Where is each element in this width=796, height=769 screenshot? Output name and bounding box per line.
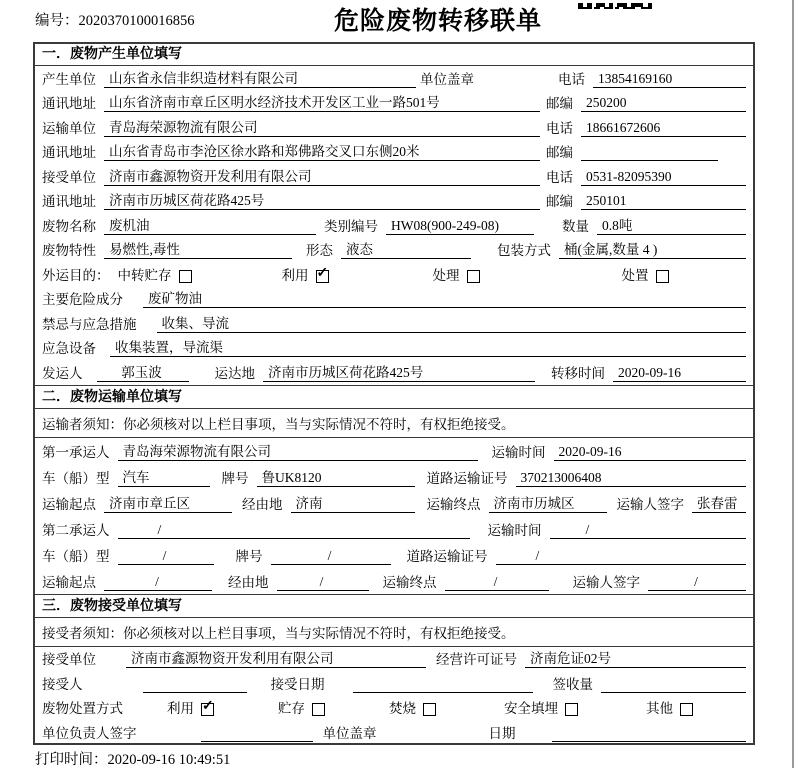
vehicle-type1-value: 汽车 [118, 469, 210, 487]
acceptor-label: 接受人 [42, 676, 83, 692]
transport-time1-label: 运输时间 [491, 444, 546, 460]
print-time [35, 748, 230, 769]
page-title: 危险废物转移联单 [333, 8, 542, 35]
end1-value: 济南市历城区 [489, 495, 607, 513]
waste-form-value: 液态 [341, 241, 471, 259]
carrier-sign2-label: 运输人签字 [572, 574, 640, 590]
road-license1-value: 370213006408 [516, 469, 747, 487]
road-license2-label: 道路运输证号 [406, 548, 488, 564]
acceptor-notice-row [35, 618, 753, 647]
emergency-equipment-row [35, 336, 753, 361]
vehicle2-row [35, 542, 753, 568]
plate-number2-label: 牌号 [235, 548, 263, 564]
transporter-zip-value [581, 144, 718, 161]
transporter-label: 运输单位 [42, 120, 96, 136]
plate-number1-value: 鲁UK8120 [257, 469, 415, 487]
emergency-measures-row [35, 311, 753, 336]
transporter-phone-value: 18661672606 [581, 119, 746, 137]
receiver-phone-label: 电话 [546, 169, 573, 185]
producer-address-value: 山东省济南市章丘区明水经济技术开发区工业一路501号 [104, 94, 540, 112]
end2-value: / [445, 573, 549, 591]
waste-character-row [35, 238, 753, 263]
receiver-zip-value: 250101 [581, 192, 746, 210]
carrier-sign1-value: 张春雷 [692, 495, 746, 513]
producer-label: 产生单位 [42, 71, 96, 87]
route1-row [35, 490, 753, 516]
hazard-component-row [35, 287, 753, 312]
disposal-incinerate-checkbox [423, 703, 436, 716]
carrier-notice-text: 运输者须知：你必须核对以上栏目事项，当与实际情况不符时，有权拒绝接受。 [42, 416, 515, 432]
purpose-option-utilize: 利用 [281, 267, 309, 283]
second-carrier-value: / [118, 521, 470, 539]
purpose-dispose-checkbox [656, 270, 669, 283]
origin2-value: / [104, 573, 212, 591]
producer-address-label: 通讯地址 [42, 96, 96, 111]
transporter-row [35, 115, 753, 140]
disposal-other-checkbox [680, 703, 693, 716]
packing-value: 桶(金属,数量 4 ) [559, 241, 746, 259]
qr-code-fragment-icon [578, 0, 652, 9]
transporter-phone-label: 电话 [546, 120, 573, 136]
vehicle-type2-value: / [118, 547, 214, 565]
second-carrier-row [35, 516, 753, 542]
disposal-utilize-checkbox [201, 703, 214, 716]
disposal-option-storage: 贮存 [278, 701, 305, 716]
disposal-landfill-checkbox [565, 703, 578, 716]
accept-date-label: 接受日期 [270, 676, 325, 692]
receiver-address-row [35, 189, 753, 214]
disposal-method-label: 废物处置方式 [42, 701, 123, 716]
vehicle1-row [35, 464, 753, 490]
emergency-equipment-label: 应急设备 [42, 341, 96, 356]
receiver-row [35, 164, 753, 189]
transport-time2-value: / [550, 521, 747, 539]
purpose-option-transit-storage: 中转贮存 [117, 267, 172, 283]
producer-zip-value: 250200 [581, 94, 746, 112]
waste-name-row [35, 213, 753, 238]
carrier-notice-row [35, 409, 753, 438]
accepting-unit-label: 接受单位 [42, 652, 96, 667]
waste-name-label: 废物名称 [42, 218, 96, 234]
waste-character-label: 废物特性 [42, 243, 96, 258]
waste-form-label: 形态 [306, 243, 333, 258]
route2-row [35, 568, 753, 594]
vehicle-type1-label: 车（船）型 [42, 470, 110, 486]
producer-zip-label: 邮编 [546, 96, 573, 111]
carrier-sign1-label: 运输人签字 [616, 496, 684, 512]
receiver-value: 济南市鑫源物资开发利用有限公司 [104, 168, 540, 186]
transfer-date-value: 2020-09-16 [613, 364, 746, 382]
consignor-label: 发运人 [42, 365, 83, 381]
transporter-zip-label: 邮编 [546, 145, 573, 160]
via1-label: 经由地 [242, 496, 283, 512]
accepting-unit-row [35, 647, 753, 672]
emergency-measures-value: 收集、导流 [157, 315, 747, 333]
receiver-address-value: 济南市历城区荷花路425号 [104, 192, 540, 210]
disposal-option-other: 其他 [646, 701, 673, 716]
producer-address-row [35, 91, 753, 116]
purpose-utilize-checkbox [316, 270, 329, 283]
plate-number2-value: / [271, 547, 391, 565]
producer-phone-value: 13854169160 [593, 70, 746, 88]
via2-value: / [277, 573, 369, 591]
doc-number-value: 2020370100016856 [78, 13, 195, 29]
consignor-value: 郭玉波 [97, 364, 189, 382]
page-edge-divider [792, 0, 794, 768]
purpose-option-treat: 处理 [432, 267, 460, 283]
transporter-address-value: 山东省青岛市李沧区徐水路和郑佛路交叉口东侧20米 [104, 143, 540, 161]
category-code-label: 类别编号 [324, 218, 378, 234]
transporter-value: 青岛海荣源物流有限公司 [104, 119, 540, 137]
transporter-address-row [35, 140, 753, 165]
quantity-value: 0.8吨 [597, 217, 746, 235]
unit-seal-label: 单位盖章 [420, 71, 474, 87]
category-code-value: HW08(900-249-08) [386, 217, 534, 235]
disposal-method-row [35, 696, 753, 721]
date3-value [552, 725, 747, 742]
transport-time1-value: 2020-09-16 [554, 443, 747, 461]
road-license2-value: / [496, 547, 747, 565]
permit-number-label: 经营许可证号 [436, 652, 517, 667]
accepting-unit-value: 济南市鑫源物资开发利用有限公司 [126, 650, 426, 668]
first-carrier-value: 青岛海荣源物流有限公司 [118, 443, 478, 461]
end2-label: 运输终点 [382, 574, 437, 590]
producer-value: 山东省永信非织造材料有限公司 [104, 70, 416, 88]
emergency-equipment-value: 收集装置，导流渠 [110, 339, 746, 357]
received-qty-label: 签收量 [552, 676, 593, 692]
section1-heading: 一．废物产生单位填写 [35, 44, 753, 66]
waste-character-value: 易燃性,毒性 [104, 241, 292, 259]
via1-value: 济南 [291, 495, 415, 513]
destination-label: 运达地 [214, 365, 255, 381]
receiver-zip-label: 邮编 [546, 194, 573, 209]
first-carrier-row [35, 438, 753, 464]
transport-time2-label: 运输时间 [487, 522, 542, 538]
unit-seal3-label: 单位盖章 [322, 725, 377, 741]
packing-label: 包装方式 [497, 243, 551, 258]
producer-phone-label: 电话 [558, 71, 585, 87]
acceptor-value [143, 676, 247, 693]
purpose-transit-storage-checkbox [179, 270, 192, 283]
waste-name-value: 废机油 [104, 217, 316, 235]
vehicle-type2-label: 车（船）型 [42, 548, 110, 564]
receiver-phone-value: 0531-82095390 [581, 168, 746, 186]
transfer-purpose-label: 外运目的： [42, 267, 110, 283]
hazard-component-value: 废矿物油 [143, 290, 746, 308]
receiver-label: 接受单位 [42, 169, 96, 185]
transfer-purpose-row [35, 262, 753, 287]
emergency-measures-label: 禁忌与应急措施 [42, 316, 137, 332]
head-signature-row [35, 720, 753, 745]
destination-value: 济南市历城区荷花路425号 [263, 364, 535, 382]
acceptor-notice-text: 接受者须知：你必须核对以上栏目事项，当与实际情况不符时，有权拒绝接受。 [42, 625, 515, 641]
accept-date-value [353, 676, 533, 693]
plate-number1-label: 牌号 [221, 470, 249, 486]
received-qty-value [601, 676, 746, 693]
print-time-value: 2020-09-16 10:49:51 [107, 752, 231, 768]
purpose-option-dispose: 处置 [621, 267, 649, 283]
producer-row [35, 66, 753, 91]
head-signature-label: 单位负责人签字 [42, 725, 137, 741]
purpose-treat-checkbox [467, 270, 480, 283]
disposal-option-utilize: 利用 [167, 701, 194, 716]
date3-label: 日期 [488, 725, 516, 741]
section3-heading: 三．废物接受单位填写 [35, 594, 753, 618]
quantity-label: 数量 [562, 218, 589, 234]
doc-number-label: 编号： [35, 13, 79, 29]
section2-heading: 二．废物运输单位填写 [35, 385, 753, 409]
permit-number-value: 济南危证02号 [525, 650, 746, 668]
disposal-storage-checkbox [312, 703, 325, 716]
origin1-label: 运输起点 [42, 496, 96, 512]
end1-label: 运输终点 [426, 496, 481, 512]
manifest-form [33, 42, 755, 745]
disposal-option-incinerate: 焚烧 [389, 701, 416, 716]
carrier-sign2-value: / [648, 573, 746, 591]
receiver-address-label: 通讯地址 [42, 194, 96, 209]
via2-label: 经由地 [228, 574, 269, 590]
disposal-option-landfill: 安全填埋 [504, 701, 558, 716]
head-signature-value [201, 725, 313, 742]
transporter-address-label: 通讯地址 [42, 145, 96, 160]
origin1-value: 济南市章丘区 [104, 495, 232, 513]
origin2-label: 运输起点 [42, 574, 96, 590]
print-time-label: 打印时间： [35, 752, 108, 768]
hazard-component-label: 主要危险成分 [42, 292, 123, 307]
second-carrier-label: 第二承运人 [42, 522, 110, 538]
first-carrier-label: 第一承运人 [42, 444, 110, 460]
transfer-date-label: 转移时间 [551, 365, 605, 381]
consignor-row [35, 360, 753, 385]
road-license1-label: 道路运输证号 [426, 470, 508, 486]
acceptor-row [35, 671, 753, 696]
